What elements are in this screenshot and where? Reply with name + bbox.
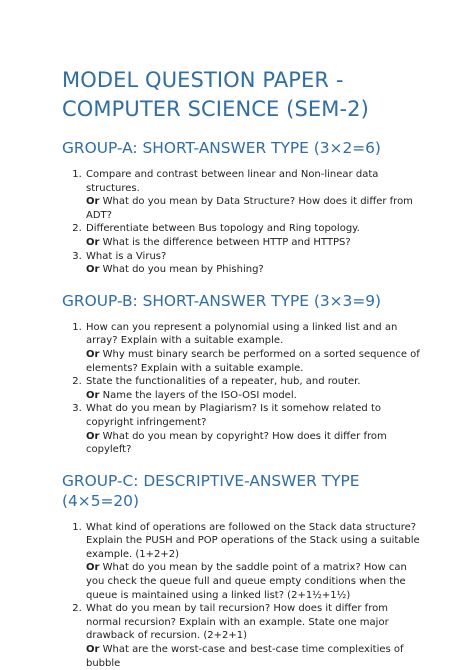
question-item	[85, 521, 422, 603]
question-alternative	[86, 236, 422, 250]
alternative-text: What is the difference between HTTP and HTTPS?	[102, 236, 351, 248]
question-text: What is a Virus?	[86, 250, 167, 262]
or-label: Or	[86, 389, 100, 401]
question-text: What do you mean by Plagiarism? Is it somehow related to copyright infringement?	[86, 403, 381, 428]
question-text: Differentiate between Bus topology and Ring topology.	[86, 223, 360, 235]
group-a-questions	[62, 168, 422, 277]
question-text: State the functionalities of a repeater, hub, and router.	[86, 376, 361, 388]
question-alternative	[86, 348, 422, 375]
alternative-text: What do you mean by Phishing?	[102, 264, 264, 276]
question-alternative	[86, 430, 422, 457]
question-alternative	[86, 561, 422, 602]
question-item	[85, 402, 422, 456]
alternative-text: What do you mean by Data Structure? How does it differ from ADT?	[86, 196, 413, 221]
or-label: Or	[86, 236, 100, 248]
question-text: How can you represent a polynomial using a linked list and an array? Explain with a suitable example.	[86, 321, 398, 347]
question-item	[85, 375, 422, 402]
question-alternative	[86, 195, 422, 222]
or-label: Or	[86, 196, 100, 208]
group-c-questions	[62, 521, 422, 670]
or-label: Or	[86, 562, 100, 574]
question-alternative	[86, 263, 422, 277]
alternative-text: Why must binary search be performed on a sorted sequence of elements? Explain with a suitable example.	[86, 348, 420, 374]
question-item	[85, 321, 422, 375]
page-title: MODEL QUESTION PAPER - COMPUTER SCIENCE (SEM-2)	[62, 68, 369, 121]
alternative-text: Name the layers of the ISO-OSI model.	[102, 389, 297, 401]
question-item	[85, 602, 422, 670]
question-alternative	[86, 643, 422, 670]
alternative-text: What are the worst-case and best-case time complexities of bubble	[86, 644, 404, 669]
alternative-text: What do you mean by copyright? How does it differ from copyleft?	[86, 430, 387, 456]
alternative-text: What do you mean by the saddle point of a matrix? How can you check the queue full and queue empty conditions when the queue is maintained using a linked list? (2+1½+1½)	[86, 562, 407, 601]
question-alternative	[86, 389, 422, 403]
group-b-questions	[62, 321, 422, 457]
question-item	[85, 250, 422, 277]
question-text: What do you mean by tail recursion? How does it differ from normal recursion? Explain with an example. State one major drawback of recursion. (2+2+1)	[86, 603, 389, 642]
question-item	[85, 222, 422, 249]
question-text: Compare and contrast between linear and Non-linear data structures.	[86, 169, 379, 194]
question-text: What kind of operations are followed on the Stack data structure? Explain the PUSH and POP operations of the Stack using a suitable example. (1+2+2)	[86, 521, 420, 560]
or-label: Or	[86, 430, 100, 442]
or-label: Or	[86, 348, 100, 360]
or-label: Or	[86, 644, 100, 656]
group-a-heading: GROUP-A: SHORT-ANSWER TYPE (3×2=6)	[62, 139, 381, 157]
group-c-heading: GROUP-C: DESCRIPTIVE-ANSWER TYPE (4×5=20)	[62, 471, 360, 510]
or-label: Or	[86, 264, 100, 276]
group-b-heading: GROUP-B: SHORT-ANSWER TYPE (3×3=9)	[62, 291, 382, 310]
question-item	[85, 168, 422, 222]
